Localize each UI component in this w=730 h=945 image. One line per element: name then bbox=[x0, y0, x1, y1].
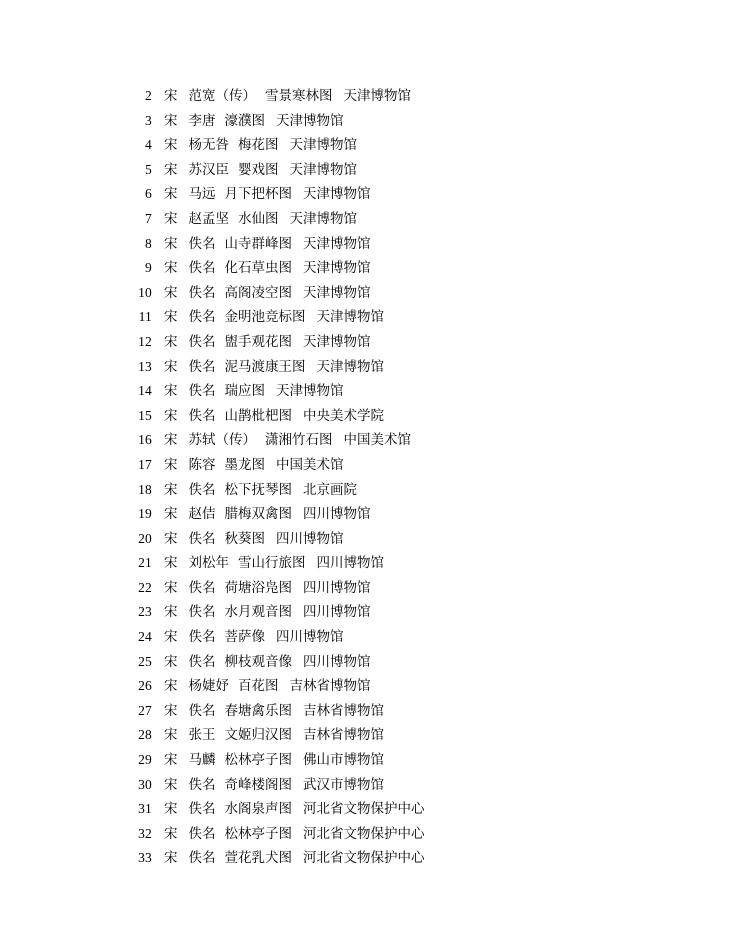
list-item-dynasty: 宋 bbox=[164, 161, 178, 177]
list-item-museum: 天津博物馆 bbox=[303, 260, 371, 276]
list-item-dynasty: 宋 bbox=[164, 112, 178, 128]
list-item-author: 杨婕妤 bbox=[188, 678, 229, 694]
list-item-author: 苏轼（传） bbox=[188, 432, 256, 448]
list-item-index: 2 bbox=[145, 88, 152, 103]
list-item-museum: 天津博物馆 bbox=[289, 210, 357, 226]
list-item-author: 马麟 bbox=[188, 752, 216, 768]
list-item-dynasty: 宋 bbox=[164, 407, 178, 423]
list-item-dynasty: 宋 bbox=[164, 88, 178, 103]
list-item bbox=[0, 527, 730, 552]
list-item-dynasty: 宋 bbox=[164, 702, 178, 718]
list-item bbox=[0, 797, 730, 822]
list-item-index: 19 bbox=[138, 506, 152, 522]
list-item-dynasty: 宋 bbox=[164, 555, 178, 571]
list-item-dynasty: 宋 bbox=[164, 137, 178, 153]
list-item-dynasty: 宋 bbox=[164, 210, 178, 226]
list-item-dynasty: 宋 bbox=[164, 284, 178, 300]
list-item bbox=[0, 256, 730, 281]
list-item-museum: 天津博物馆 bbox=[289, 137, 357, 153]
list-item-index: 3 bbox=[145, 112, 152, 128]
list-item-museum: 河北省文物保护中心 bbox=[303, 825, 425, 841]
list-item-index: 25 bbox=[138, 653, 152, 669]
list-item-author: 佚名 bbox=[188, 358, 216, 374]
list-item-title: 水阁泉声图 bbox=[224, 801, 292, 817]
list-item-museum: 武汉市博物馆 bbox=[303, 776, 384, 792]
list-item-index: 14 bbox=[138, 383, 152, 399]
list-item bbox=[0, 232, 730, 257]
list-item-index: 15 bbox=[138, 407, 152, 423]
list-item bbox=[0, 551, 730, 576]
list-item-index: 22 bbox=[138, 579, 152, 595]
list-item-author: 佚名 bbox=[188, 530, 216, 546]
list-item-museum: 中国美术馆 bbox=[276, 456, 344, 472]
list-item-author: 佚名 bbox=[188, 629, 216, 645]
list-item-index: 4 bbox=[145, 137, 152, 153]
list-item-author: 佚名 bbox=[188, 850, 216, 866]
list-item-author: 佚名 bbox=[188, 260, 216, 276]
painting-list bbox=[0, 84, 730, 871]
list-item-author: 张王 bbox=[188, 727, 216, 743]
list-item-index: 31 bbox=[138, 801, 152, 817]
list-item-author: 佚名 bbox=[188, 407, 216, 423]
list-item-title: 菩萨像 bbox=[224, 629, 265, 645]
list-item bbox=[0, 133, 730, 158]
list-item-index: 10 bbox=[138, 284, 152, 300]
list-item bbox=[0, 453, 730, 478]
list-item-museum: 河北省文物保护中心 bbox=[303, 850, 425, 866]
list-item-museum: 中央美术学院 bbox=[303, 407, 384, 423]
list-item bbox=[0, 109, 730, 134]
list-item-title: 潇湘竹石图 bbox=[265, 432, 333, 448]
list-item-dynasty: 宋 bbox=[164, 432, 178, 448]
list-item-title: 柳枝观音像 bbox=[224, 653, 292, 669]
list-item-museum: 河北省文物保护中心 bbox=[303, 801, 425, 817]
list-item-index: 32 bbox=[138, 825, 152, 841]
list-item-museum: 天津博物馆 bbox=[303, 284, 371, 300]
list-item-index: 9 bbox=[145, 260, 152, 276]
list-item-dynasty: 宋 bbox=[164, 629, 178, 645]
list-item-index: 21 bbox=[138, 555, 152, 571]
list-item-dynasty: 宋 bbox=[164, 235, 178, 251]
list-item-title: 水仙图 bbox=[238, 210, 279, 226]
list-item-author: 苏汉臣 bbox=[188, 161, 229, 177]
list-item-dynasty: 宋 bbox=[164, 333, 178, 349]
list-item-index: 16 bbox=[138, 432, 152, 448]
list-item-title: 高阁凌空图 bbox=[224, 284, 292, 300]
list-item bbox=[0, 355, 730, 380]
list-item-index: 8 bbox=[145, 235, 152, 251]
list-item-title: 水月观音图 bbox=[224, 604, 292, 620]
list-item-museum: 天津博物馆 bbox=[343, 88, 411, 103]
list-item bbox=[0, 600, 730, 625]
list-item-dynasty: 宋 bbox=[164, 186, 178, 202]
list-item-dynasty: 宋 bbox=[164, 358, 178, 374]
list-item-index: 20 bbox=[138, 530, 152, 546]
list-item-index: 13 bbox=[138, 358, 152, 374]
list-item-museum: 四川博物馆 bbox=[303, 506, 371, 522]
list-item-museum: 吉林省博物馆 bbox=[303, 727, 384, 743]
list-item bbox=[0, 822, 730, 847]
list-item-title: 萱花乳犬图 bbox=[224, 850, 292, 866]
list-item bbox=[0, 404, 730, 429]
list-item-author: 佚名 bbox=[188, 801, 216, 817]
list-item-title: 松林亭子图 bbox=[224, 752, 292, 768]
list-item-title: 文姬归汉图 bbox=[224, 727, 292, 743]
list-item-title: 春塘禽乐图 bbox=[224, 702, 292, 718]
list-item bbox=[0, 502, 730, 527]
list-item-museum: 吉林省博物馆 bbox=[303, 702, 384, 718]
list-item-author: 佚名 bbox=[188, 776, 216, 792]
list-item-title: 腊梅双禽图 bbox=[224, 506, 292, 522]
list-item-museum: 四川博物馆 bbox=[303, 579, 371, 595]
list-item-author: 范宽（传） bbox=[188, 88, 256, 103]
list-item bbox=[0, 428, 730, 453]
list-item-title: 梅花图 bbox=[238, 137, 279, 153]
list-item-author: 佚名 bbox=[188, 309, 216, 325]
list-item-index: 7 bbox=[145, 210, 152, 226]
list-item-title: 墨龙图 bbox=[224, 456, 265, 472]
list-item-title: 奇峰楼阁图 bbox=[224, 776, 292, 792]
list-item bbox=[0, 699, 730, 724]
list-item bbox=[0, 650, 730, 675]
list-item-museum: 天津博物馆 bbox=[276, 112, 344, 128]
list-item-title: 泥马渡康王图 bbox=[224, 358, 306, 374]
list-item-author: 佚名 bbox=[188, 333, 216, 349]
list-item-author: 马远 bbox=[188, 186, 216, 202]
list-item-index: 28 bbox=[138, 727, 152, 743]
list-item-museum: 北京画院 bbox=[303, 481, 357, 497]
list-item-museum: 中国美术馆 bbox=[343, 432, 411, 448]
list-item-index: 33 bbox=[138, 850, 152, 866]
list-item-index: 11 bbox=[138, 309, 152, 325]
list-item-index: 26 bbox=[138, 678, 152, 694]
list-item-author: 佚名 bbox=[188, 579, 216, 595]
list-item-author: 杨无咎 bbox=[188, 137, 229, 153]
list-item-dynasty: 宋 bbox=[164, 456, 178, 472]
list-item-dynasty: 宋 bbox=[164, 530, 178, 546]
list-item bbox=[0, 625, 730, 650]
list-item-index: 24 bbox=[138, 629, 152, 645]
list-item-dynasty: 宋 bbox=[164, 579, 178, 595]
list-item bbox=[0, 330, 730, 355]
list-item-museum: 佛山市博物馆 bbox=[303, 752, 384, 768]
list-item-author: 陈容 bbox=[188, 456, 216, 472]
list-item-author: 佚名 bbox=[188, 604, 216, 620]
list-item-title: 山寺群峰图 bbox=[224, 235, 292, 251]
list-item-title: 雪景寒林图 bbox=[265, 88, 333, 103]
list-item-museum: 天津博物馆 bbox=[303, 186, 371, 202]
list-item-title: 雪山行旅图 bbox=[238, 555, 306, 571]
list-item bbox=[0, 305, 730, 330]
list-item bbox=[0, 576, 730, 601]
list-item-index: 30 bbox=[138, 776, 152, 792]
list-item bbox=[0, 773, 730, 798]
list-item-dynasty: 宋 bbox=[164, 776, 178, 792]
list-item-museum: 天津博物馆 bbox=[316, 358, 384, 374]
list-item-museum: 四川博物馆 bbox=[303, 653, 371, 669]
list-item-museum: 四川博物馆 bbox=[276, 629, 344, 645]
list-item-dynasty: 宋 bbox=[164, 678, 178, 694]
list-item bbox=[0, 281, 730, 306]
list-item-museum: 天津博物馆 bbox=[276, 383, 344, 399]
list-item-title: 松下抚琴图 bbox=[224, 481, 292, 497]
list-item-index: 12 bbox=[138, 333, 152, 349]
list-item-index: 27 bbox=[138, 702, 152, 718]
list-item-index: 5 bbox=[145, 161, 152, 177]
list-item bbox=[0, 723, 730, 748]
list-item-index: 17 bbox=[138, 456, 152, 472]
list-item-museum: 天津博物馆 bbox=[303, 235, 371, 251]
list-item-museum: 四川博物馆 bbox=[276, 530, 344, 546]
list-item bbox=[0, 207, 730, 232]
list-item bbox=[0, 158, 730, 183]
list-item-author: 佚名 bbox=[188, 481, 216, 497]
list-item-dynasty: 宋 bbox=[164, 801, 178, 817]
list-item-author: 佚名 bbox=[188, 235, 216, 251]
list-item-author: 佚名 bbox=[188, 653, 216, 669]
list-item-museum: 四川博物馆 bbox=[303, 604, 371, 620]
list-item-index: 29 bbox=[138, 752, 152, 768]
list-item-dynasty: 宋 bbox=[164, 383, 178, 399]
list-item-index: 6 bbox=[145, 186, 152, 202]
list-item bbox=[0, 846, 730, 871]
list-item-index: 23 bbox=[138, 604, 152, 620]
list-item-title: 秋葵图 bbox=[224, 530, 265, 546]
list-item-title: 濠濮图 bbox=[224, 112, 265, 128]
list-item-museum: 四川博物馆 bbox=[316, 555, 384, 571]
list-item-author: 李唐 bbox=[188, 112, 216, 128]
list-item-title: 荷塘浴凫图 bbox=[224, 579, 292, 595]
list-item bbox=[0, 182, 730, 207]
list-item-title: 松林亭子图 bbox=[224, 825, 292, 841]
list-item-dynasty: 宋 bbox=[164, 260, 178, 276]
list-item-dynasty: 宋 bbox=[164, 752, 178, 768]
list-item-dynasty: 宋 bbox=[164, 850, 178, 866]
list-item-author: 刘松年 bbox=[188, 555, 229, 571]
list-item-dynasty: 宋 bbox=[164, 653, 178, 669]
list-item-dynasty: 宋 bbox=[164, 825, 178, 841]
list-item-dynasty: 宋 bbox=[164, 481, 178, 497]
list-item-title: 化石草虫图 bbox=[224, 260, 292, 276]
list-item-museum: 天津博物馆 bbox=[316, 309, 384, 325]
list-item-title: 百花图 bbox=[238, 678, 279, 694]
list-item-author: 佚名 bbox=[188, 383, 216, 399]
list-item-dynasty: 宋 bbox=[164, 506, 178, 522]
list-item-title: 月下把杯图 bbox=[224, 186, 292, 202]
list-item-author: 佚名 bbox=[188, 825, 216, 841]
list-item bbox=[0, 379, 730, 404]
list-item-dynasty: 宋 bbox=[164, 309, 178, 325]
list-item-dynasty: 宋 bbox=[164, 727, 178, 743]
list-item-title: 盥手观花图 bbox=[224, 333, 292, 349]
list-item-museum: 天津博物馆 bbox=[289, 161, 357, 177]
list-item-index: 18 bbox=[138, 481, 152, 497]
list-item-museum: 吉林省博物馆 bbox=[289, 678, 371, 694]
list-item-title: 婴戏图 bbox=[238, 161, 279, 177]
list-item-author: 佚名 bbox=[188, 702, 216, 718]
list-item-author: 赵孟坚 bbox=[188, 210, 229, 226]
list-item bbox=[0, 478, 730, 503]
list-item-title: 瑞应图 bbox=[224, 383, 265, 399]
list-item-title: 山鹊枇杷图 bbox=[224, 407, 292, 423]
list-item bbox=[0, 748, 730, 773]
list-item bbox=[0, 84, 730, 109]
list-item-author: 赵佶 bbox=[188, 506, 216, 522]
list-item-dynasty: 宋 bbox=[164, 604, 178, 620]
list-item bbox=[0, 674, 730, 699]
list-item-museum: 天津博物馆 bbox=[303, 333, 371, 349]
list-item-author: 佚名 bbox=[188, 284, 216, 300]
list-item-title: 金明池竞标图 bbox=[224, 309, 306, 325]
